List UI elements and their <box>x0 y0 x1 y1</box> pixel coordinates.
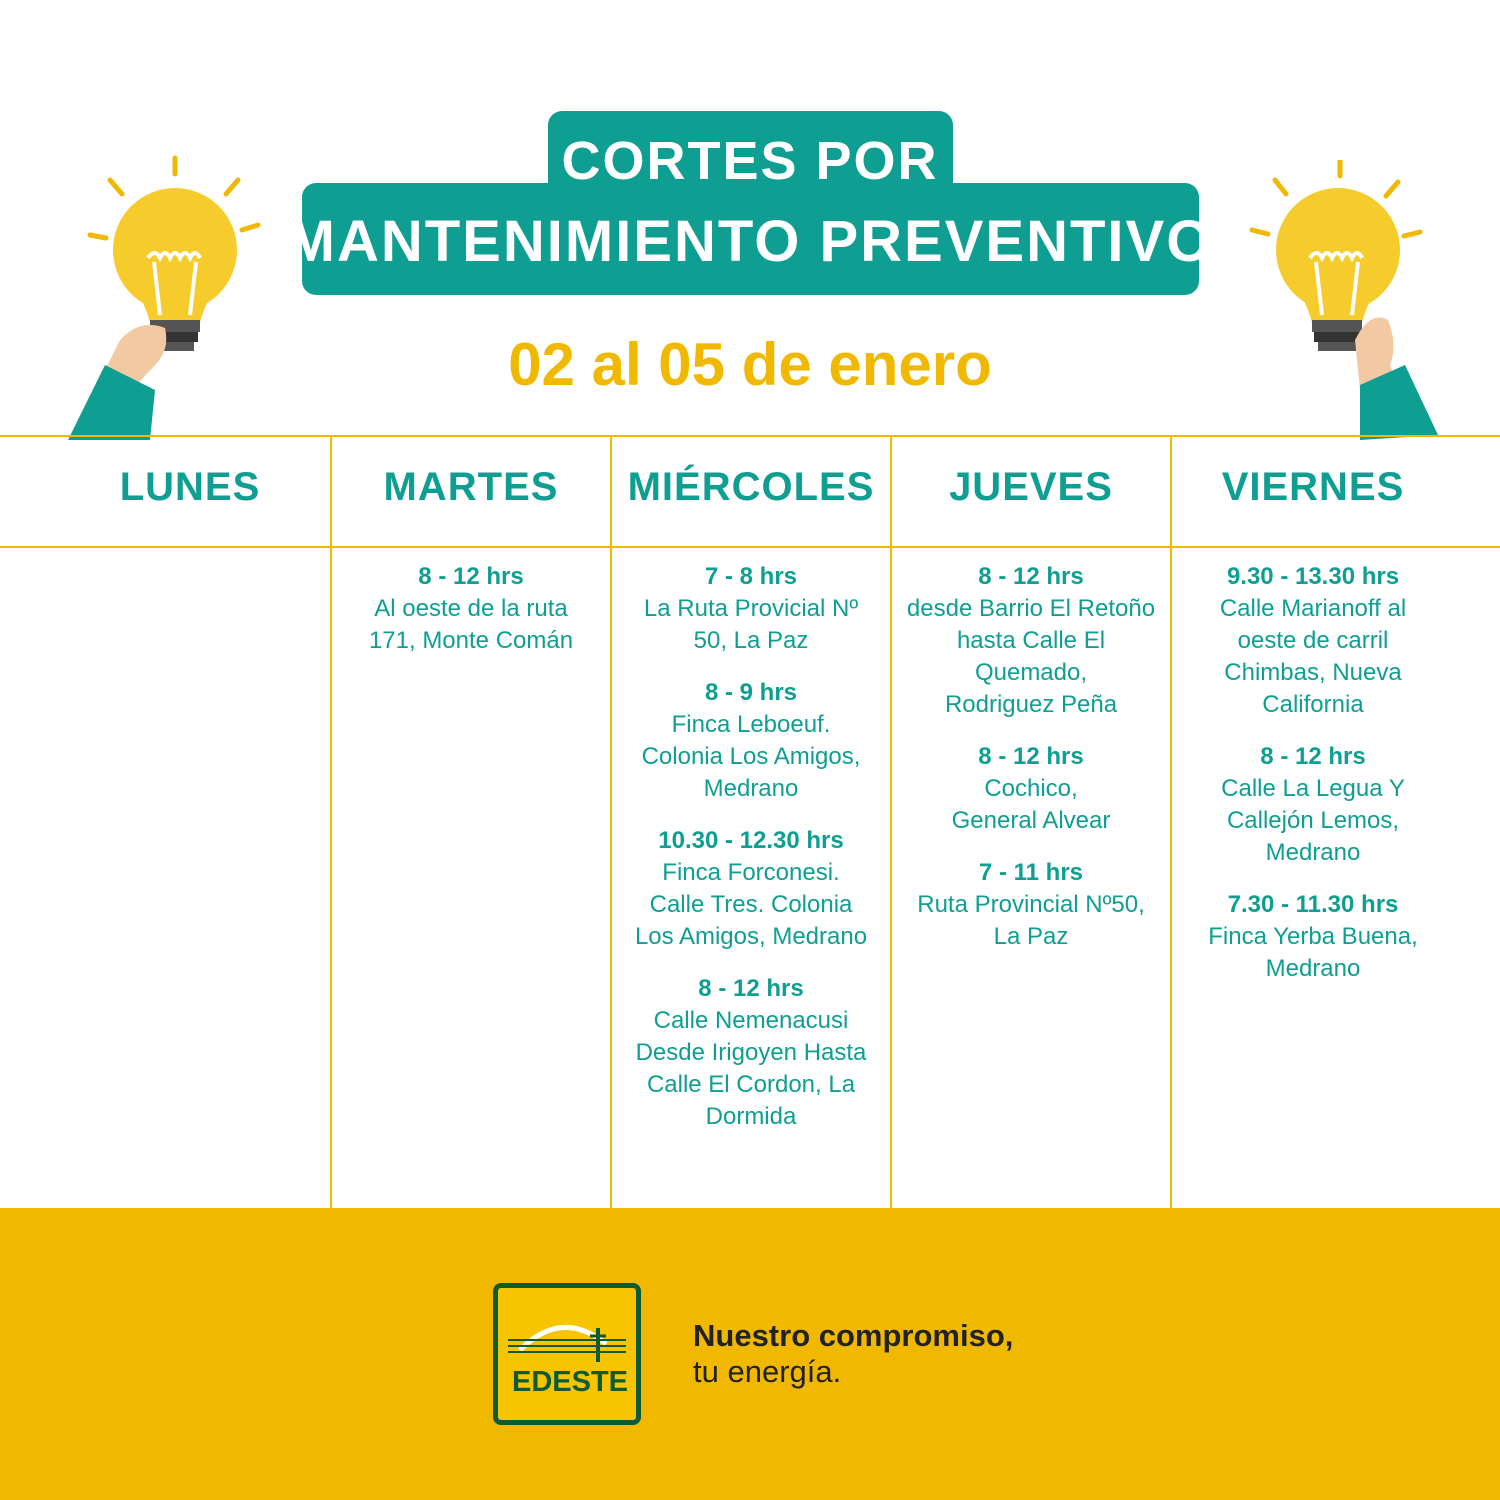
logo-text: EDESTE <box>512 1366 629 1398</box>
entry-time: 8 - 9 hrs <box>704 679 798 706</box>
title-line-2: MANTENIMIENTO PREVENTIVO <box>286 209 1214 274</box>
schedule-entry <box>618 561 884 657</box>
logo-arc-icon <box>498 1288 636 1368</box>
day-header: VIERNES <box>1221 465 1405 509</box>
entry-time: 10.30 - 12.30 hrs <box>658 827 844 854</box>
entry-location: Calle Nemenacusi Desde Irigoyen Hasta Calle El Cordon, La Dormida <box>635 1007 867 1130</box>
day-entries <box>612 561 890 1153</box>
entry-time: 8 - 12 hrs <box>418 563 524 590</box>
schedule-table <box>0 435 1500 1208</box>
day-entries <box>1172 561 1454 1005</box>
entry-location: Ruta Provincial Nº50, La Paz <box>917 891 1145 950</box>
column-miercoles <box>612 435 890 1208</box>
entry-location: desde Barrio El Retoño hasta Calle El Quemado, Rodriguez Peña <box>906 595 1156 718</box>
schedule-entry <box>898 741 1164 837</box>
entry-location: Finca Yerba Buena, Medrano <box>1208 923 1418 982</box>
column-martes <box>332 435 610 1208</box>
slogan-line-1: Nuestro compromiso, <box>693 1318 1014 1353</box>
entry-time: 8 - 12 hrs <box>978 743 1084 770</box>
day-entries <box>892 561 1170 973</box>
day-header: MARTES <box>383 465 559 509</box>
entry-time: 7.30 - 11.30 hrs <box>1227 891 1399 918</box>
schedule-entry <box>618 677 884 805</box>
entry-location: Calle Marianoff al oeste de carril Chimbas, Nueva California <box>1219 595 1407 718</box>
day-entries <box>332 561 610 677</box>
schedule-entry <box>1178 741 1448 869</box>
entry-location: La Ruta Provicial Nº 50, La Paz <box>643 595 859 654</box>
entry-time: 7 - 8 hrs <box>704 563 798 590</box>
schedule-entry <box>618 825 884 953</box>
entry-location: Finca Forconesi. Calle Tres. Colonia Los Amigos, Medrano <box>634 859 868 950</box>
entry-time: 9.30 - 13.30 hrs <box>1226 563 1400 590</box>
title-line-1: CORTES POR <box>561 131 939 191</box>
entry-time: 8 - 12 hrs <box>978 563 1084 590</box>
slogan-line-2: tu energía. <box>693 1354 842 1389</box>
entry-location: Finca Leboeuf. Colonia Los Amigos, Medrano <box>641 711 861 802</box>
schedule-entry <box>1178 561 1448 721</box>
column-jueves <box>892 435 1170 1208</box>
entry-location: Calle La Legua Y Callejón Lemos, Medrano <box>1221 775 1405 866</box>
date-range: 02 al 05 de enero <box>508 331 992 398</box>
column-viernes <box>1172 435 1454 1208</box>
day-header: LUNES <box>119 465 261 509</box>
light-bulb-hand-icon-left <box>60 150 290 440</box>
light-bulb-hand-icon-right <box>1220 160 1450 440</box>
edeste-logo <box>493 1283 641 1425</box>
schedule-entry <box>1178 889 1448 985</box>
schedule-entry <box>898 561 1164 721</box>
column-lunes <box>50 435 330 1208</box>
entry-time: 8 - 12 hrs <box>1260 743 1366 770</box>
footer <box>0 1208 1500 1500</box>
entry-location: Al oeste de la ruta 171, Monte Comán <box>368 595 574 654</box>
schedule-entry <box>898 857 1164 953</box>
entry-time: 8 - 12 hrs <box>698 975 804 1002</box>
day-header: MIÉRCOLES <box>627 465 875 509</box>
entry-time: 7 - 11 hrs <box>978 859 1084 886</box>
entry-location: Cochico, General Alvear <box>951 775 1111 834</box>
schedule-entry <box>338 561 604 657</box>
day-header: JUEVES <box>949 465 1113 509</box>
schedule-entry <box>618 973 884 1133</box>
